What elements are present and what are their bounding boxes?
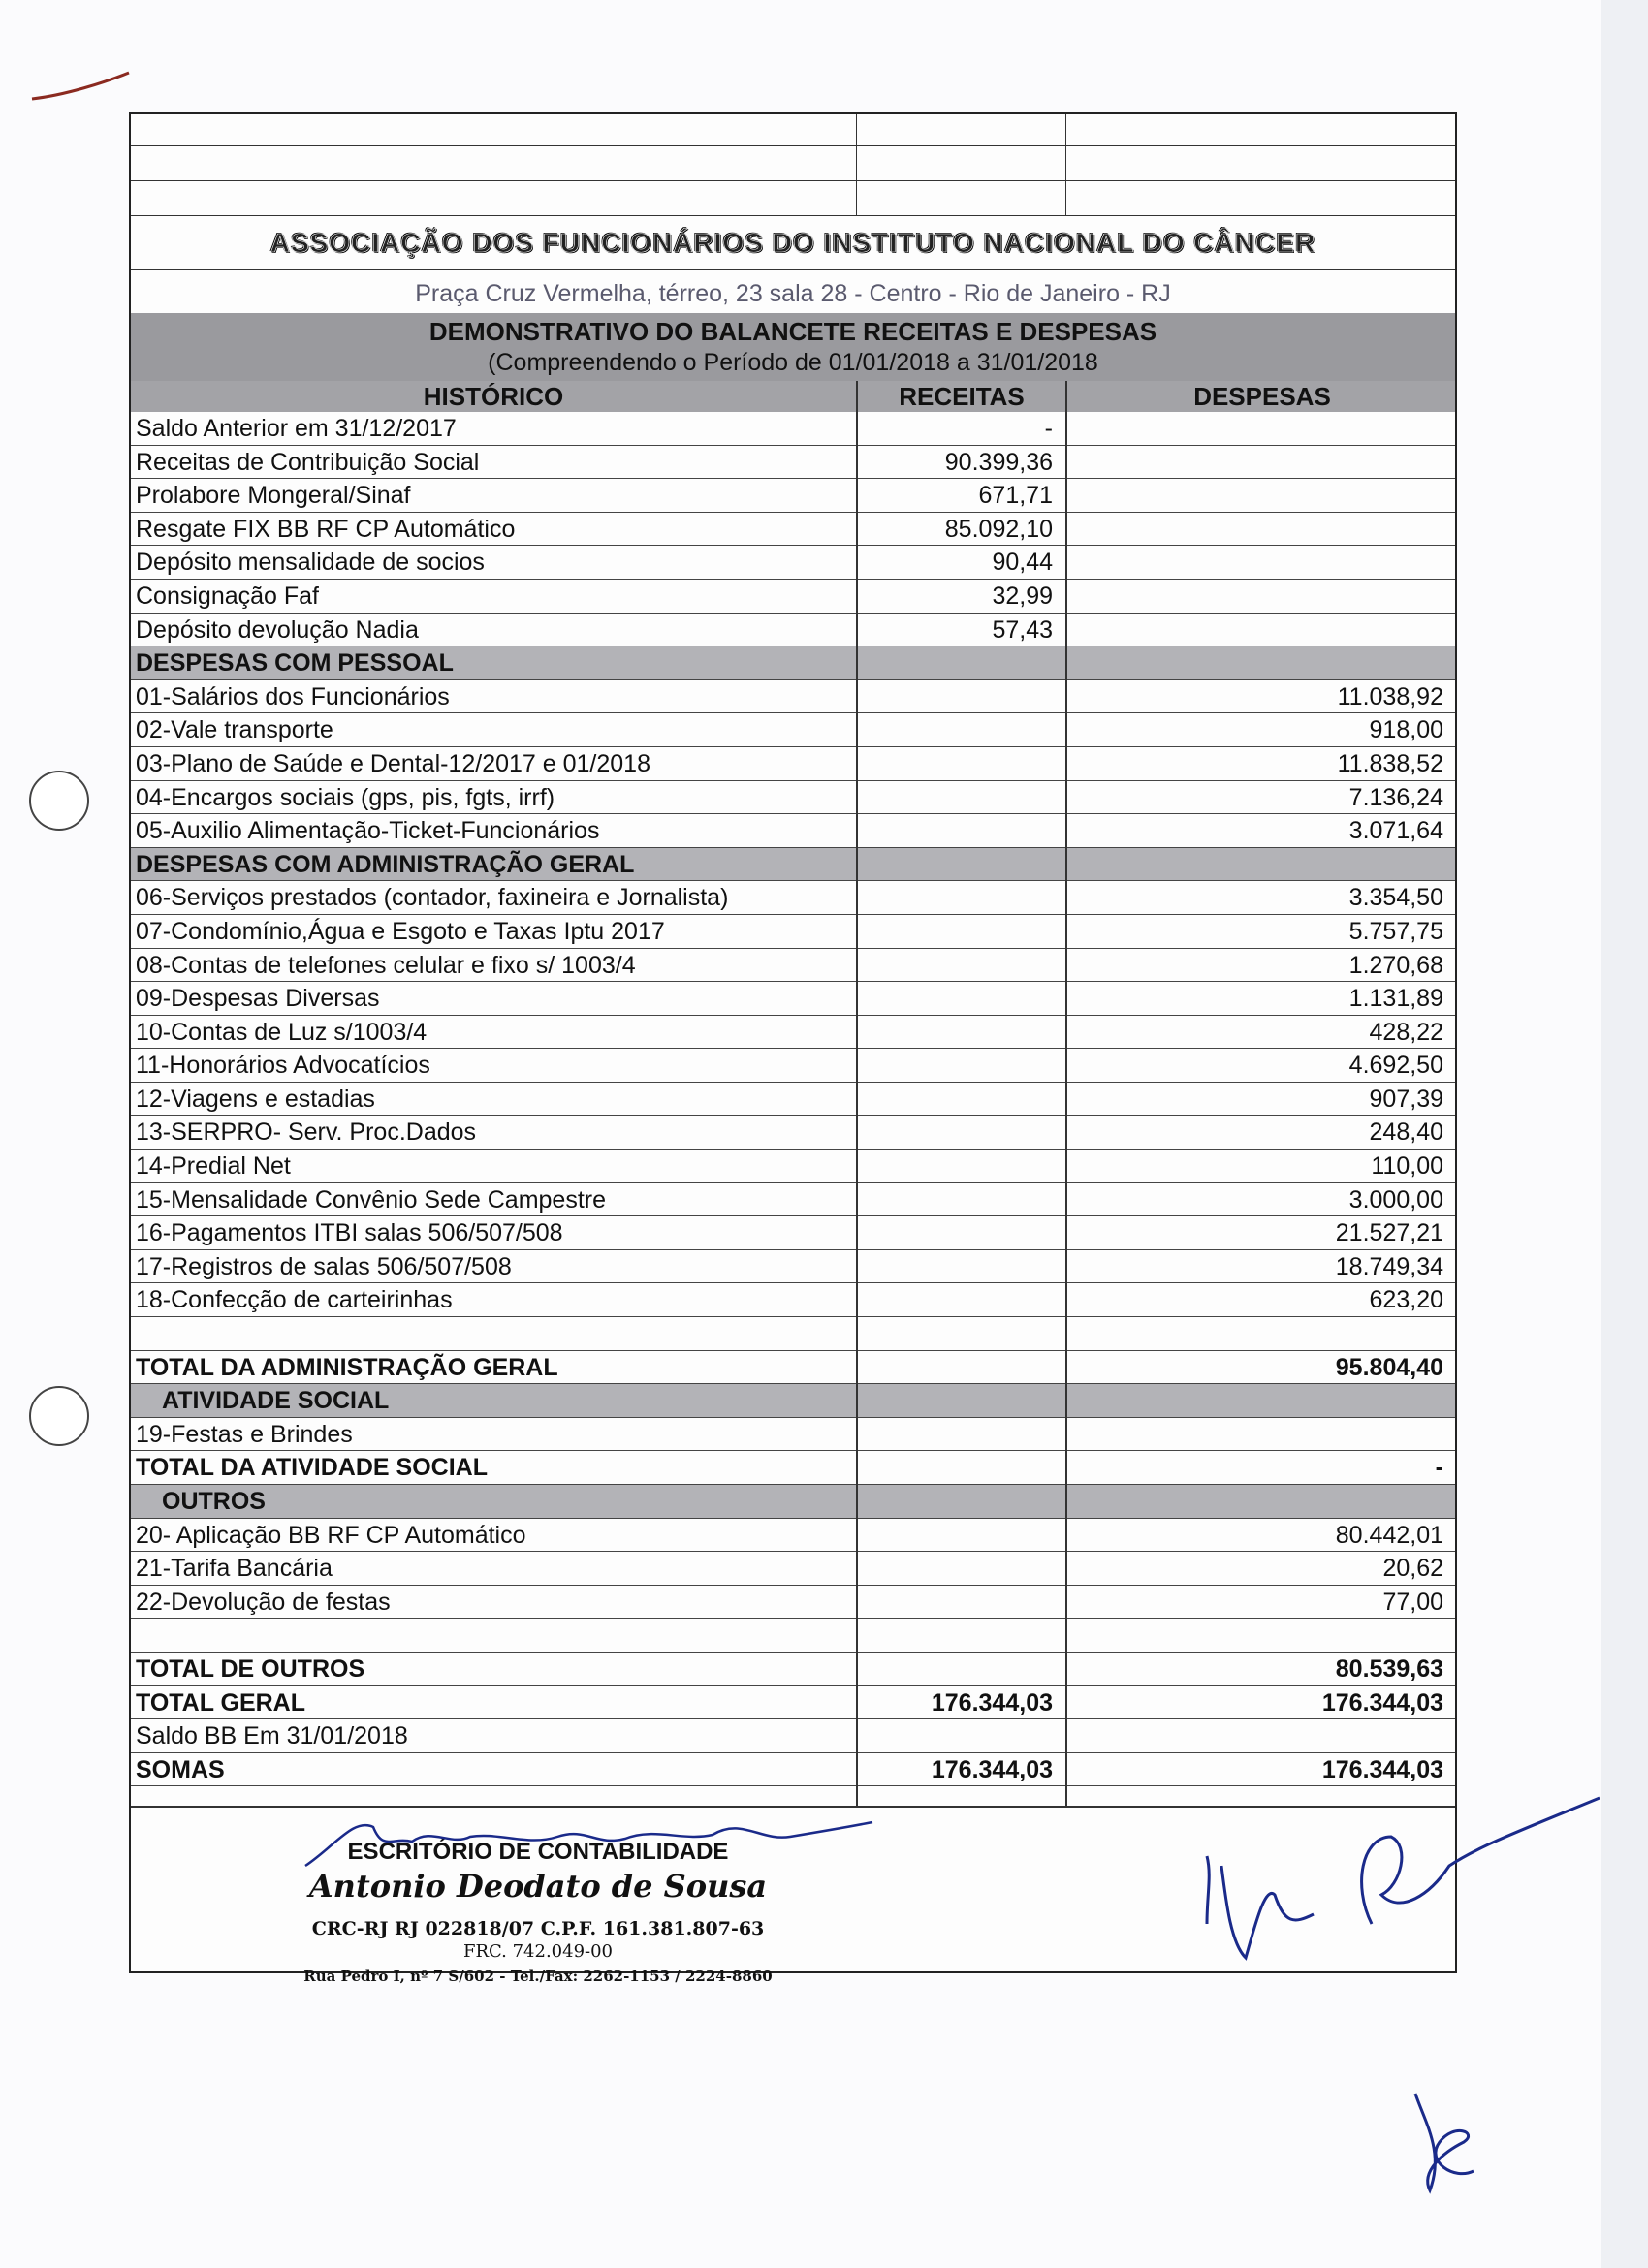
row-receita: 671,71 — [978, 482, 1053, 510]
row-despesa: 4.692,50 — [1348, 1052, 1443, 1080]
row-despesa: 11.838,52 — [1337, 749, 1443, 777]
table-row — [131, 1317, 1455, 1351]
table-row — [131, 680, 1455, 714]
row-despesa: 623,20 — [1369, 1286, 1443, 1314]
row-receita: 176.344,03 — [931, 1688, 1053, 1717]
row-description: TOTAL DA ATIVIDADE SOCIAL — [136, 1454, 488, 1482]
row-description: 01-Salários dos Funcionários — [136, 682, 450, 710]
table-row — [131, 1016, 1455, 1050]
stamp-line-2: Antonio Deodato de Sousa — [308, 1868, 768, 1905]
row-receita: 90,44 — [992, 549, 1053, 577]
row-despesa: 3.071,64 — [1348, 817, 1443, 845]
table-row — [131, 1686, 1455, 1720]
row-despesa: 248,40 — [1369, 1118, 1443, 1147]
table-row — [131, 1552, 1455, 1586]
page-edge — [1601, 0, 1648, 2268]
row-description: Depósito devolução Nadia — [136, 615, 419, 644]
row-description: 02-Vale transporte — [136, 716, 333, 744]
row-despesa: 80.442,01 — [1335, 1521, 1443, 1549]
row-description: 08-Contas de telefones celular e fixo s/ 1003/4 — [136, 951, 636, 979]
row-despesa: 907,39 — [1369, 1085, 1443, 1113]
report-title: DEMONSTRATIVO DO BALANCETE RECEITAS E DESPESAS — [428, 317, 1157, 346]
row-despesa: 918,00 — [1369, 716, 1443, 744]
row-receita: 85.092,10 — [944, 515, 1053, 543]
stamp-line-3: CRC-RJ RJ 022818/07 C.P.F. 161.381.807-63 — [311, 1918, 765, 1939]
signature-area — [131, 1806, 1455, 1985]
row-description: Depósito mensalidade de socios — [136, 549, 485, 577]
table-row — [131, 646, 1455, 680]
table-row — [131, 1049, 1455, 1083]
column-receitas: RECEITAS — [899, 382, 1025, 411]
table-row — [131, 1250, 1455, 1284]
row-description: 04-Encargos sociais (gps, pis, fgts, irrf) — [136, 783, 555, 811]
signature-president — [1062, 1779, 1604, 1972]
row-description: 17-Registros de salas 506/507/508 — [136, 1252, 512, 1280]
row-description: TOTAL DA ADMINISTRAÇÃO GERAL — [136, 1353, 558, 1381]
row-despesa: 21.527,21 — [1335, 1219, 1443, 1247]
table-row — [131, 848, 1455, 882]
table-row — [131, 781, 1455, 815]
row-description: Receitas de Contribuição Social — [136, 448, 480, 476]
row-despesa: 11.038,92 — [1337, 682, 1443, 710]
row-despesa: 18.749,34 — [1335, 1252, 1443, 1280]
table-row — [131, 1586, 1455, 1620]
row-despesa: 5.757,75 — [1348, 917, 1443, 945]
row-receita: 32,99 — [992, 582, 1053, 610]
row-description: TOTAL GERAL — [136, 1688, 305, 1717]
row-description: 16-Pagamentos ITBI salas 506/507/508 — [136, 1219, 563, 1247]
column-historico: HISTÓRICO — [423, 382, 564, 411]
row-description: TOTAL DE OUTROS — [136, 1654, 365, 1683]
table-row — [131, 1719, 1455, 1753]
initials-mark — [1386, 2084, 1503, 2210]
row-description: 13-SERPRO- Serv. Proc.Dados — [136, 1118, 477, 1147]
empty-top-grid — [131, 114, 1455, 215]
table-row — [131, 1418, 1455, 1452]
row-description: Resgate FIX BB RF CP Automático — [136, 515, 516, 543]
row-despesa: 176.344,03 — [1321, 1688, 1443, 1717]
table-row — [131, 915, 1455, 949]
balance-sheet — [129, 112, 1457, 1985]
row-description: 21-Tarifa Bancária — [136, 1555, 333, 1583]
table-row — [131, 1519, 1455, 1553]
row-receita: 176.344,03 — [931, 1755, 1053, 1783]
stamp-line-4: FRC. 742.049-00 — [462, 1941, 614, 1962]
row-description: 11-Honorários Advocatícios — [136, 1052, 430, 1080]
table-row — [131, 713, 1455, 747]
table-row — [131, 412, 1455, 446]
row-despesa: 80.539,63 — [1335, 1654, 1443, 1683]
row-description: Consignação Faf — [136, 582, 320, 610]
row-description: ATIVIDADE SOCIAL — [162, 1387, 390, 1415]
row-description: 05-Auxilio Alimentação-Ticket-Funcionários — [136, 817, 600, 845]
table-row — [131, 614, 1455, 647]
table-row — [131, 1083, 1455, 1117]
table-row — [131, 1283, 1455, 1317]
ledger-rows — [131, 412, 1455, 1786]
row-despesa: 20,62 — [1382, 1555, 1443, 1583]
row-description: 09-Despesas Diversas — [136, 985, 380, 1013]
column-separator-2 — [1065, 381, 1067, 1806]
organization-name: ASSOCIAÇÃO DOS FUNCIONÁRIOS DO INSTITUTO NACIONAL DO CÂNCER — [269, 228, 1316, 258]
table-row — [131, 546, 1455, 580]
report-period: (Compreendendo o Período de 01/01/2018 a 31/01/2018 — [488, 349, 1098, 376]
row-description: 06-Serviços prestados (contador, faxineira e Jornalista) — [136, 884, 729, 912]
row-despesa: 110,00 — [1371, 1152, 1443, 1181]
table-row — [131, 881, 1455, 915]
table-row — [131, 982, 1455, 1016]
table-row — [131, 1216, 1455, 1250]
table-row — [131, 513, 1455, 547]
row-despesa: 3.000,00 — [1348, 1185, 1443, 1213]
row-despesa: - — [1435, 1454, 1443, 1482]
row-despesa: 428,22 — [1369, 1018, 1443, 1046]
table-row — [131, 1150, 1455, 1183]
row-despesa: 176.344,03 — [1321, 1755, 1443, 1783]
row-description: Saldo BB Em 31/01/2018 — [136, 1722, 408, 1750]
row-description: 22-Devolução de festas — [136, 1588, 391, 1616]
row-description: 14-Predial Net — [136, 1152, 291, 1181]
row-despesa: 7.136,24 — [1348, 783, 1443, 811]
column-header-row — [131, 381, 1455, 412]
signature-accountant — [276, 1808, 877, 1875]
table-row — [131, 1451, 1455, 1485]
organization-address: Praça Cruz Vermelha, térreo, 23 sala 28 - Centro - Rio de Janeiro - RJ — [415, 280, 1171, 307]
row-receita: 57,43 — [992, 615, 1053, 644]
stamp-line-1: ESCRITÓRIO DE CONTABILIDADE — [347, 1839, 729, 1865]
row-description: 10-Contas de Luz s/1003/4 — [136, 1018, 428, 1046]
row-description: DESPESAS COM PESSOAL — [136, 649, 454, 677]
table-row — [131, 1183, 1455, 1217]
row-despesa: 3.354,50 — [1348, 884, 1443, 912]
pen-mark-top-left — [27, 68, 134, 107]
table-row — [131, 814, 1455, 848]
row-description: 07-Condomínio,Água e Esgoto e Taxas Iptu 2017 — [136, 917, 665, 945]
table-row — [131, 1619, 1455, 1653]
column-separator-1 — [856, 381, 858, 1806]
row-description: 15-Mensalidade Convênio Sede Campestre — [136, 1185, 607, 1213]
column-despesas: DESPESAS — [1193, 382, 1331, 411]
row-despesa: 1.131,89 — [1348, 985, 1443, 1013]
stamp-line-5: Rua Pedro I, nº 7 S/602 - Tel./Fax: 2262-1153 / 2224-8860 — [303, 1968, 773, 1985]
row-description: 03-Plano de Saúde e Dental-12/2017 e 01/2018 — [136, 749, 650, 777]
row-description: Prolabore Mongeral/Sinaf — [136, 482, 411, 510]
table-row — [131, 1653, 1455, 1686]
row-despesa: 77,00 — [1382, 1588, 1443, 1616]
row-despesa: 1.270,68 — [1348, 951, 1443, 979]
punch-hole-top — [29, 771, 89, 831]
table-row — [131, 580, 1455, 614]
punch-hole-bottom — [29, 1386, 89, 1446]
row-description: 20- Aplicação BB RF CP Automático — [136, 1521, 526, 1549]
title-band — [131, 313, 1455, 381]
table-row — [131, 1384, 1455, 1418]
table-row — [131, 1485, 1455, 1519]
table-row — [131, 949, 1455, 983]
row-description: OUTROS — [162, 1488, 266, 1515]
row-description: 12-Viagens e estadias — [136, 1085, 375, 1113]
table-row — [131, 479, 1455, 513]
row-description: SOMAS — [136, 1755, 225, 1783]
row-receita: - — [1044, 415, 1053, 442]
table-row — [131, 1116, 1455, 1150]
table-row — [131, 1351, 1455, 1385]
row-description: 18-Confecção de carteirinhas — [136, 1286, 453, 1314]
row-description: DESPESAS COM ADMINISTRAÇÃO GERAL — [136, 850, 635, 878]
table-row — [131, 747, 1455, 781]
row-description: Saldo Anterior em 31/12/2017 — [136, 415, 457, 442]
table-row — [131, 446, 1455, 480]
row-description: 19-Festas e Brindes — [136, 1420, 353, 1448]
row-despesa: 95.804,40 — [1335, 1353, 1443, 1381]
row-receita: 90.399,36 — [944, 448, 1053, 476]
